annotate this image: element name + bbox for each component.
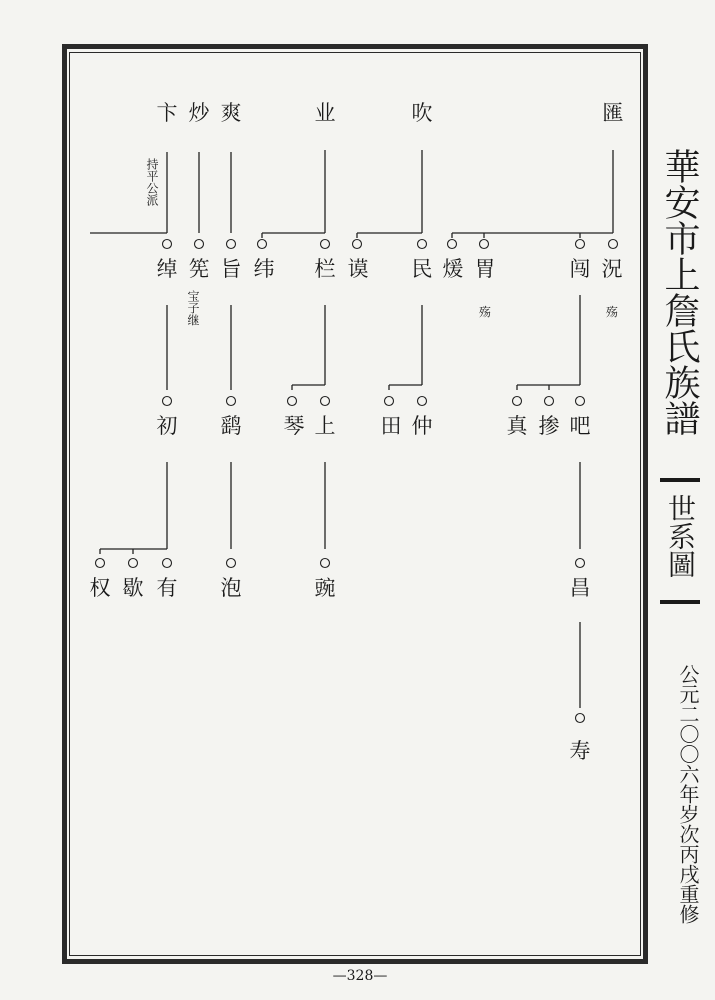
node-marker	[227, 397, 236, 406]
person-name: 有	[156, 576, 178, 600]
node-marker	[448, 240, 457, 249]
person-name: 业	[314, 101, 336, 125]
person-name: 上	[314, 414, 336, 438]
person-name: 吹	[411, 101, 433, 125]
node-markers	[96, 240, 618, 723]
person-name: 鹞	[220, 414, 242, 438]
adoption-note: 宝子继	[186, 290, 200, 326]
section-label: 世系圖	[664, 494, 697, 578]
node-marker	[321, 240, 330, 249]
person-name: 卞	[156, 101, 178, 125]
person-name: 泡	[220, 576, 242, 600]
person-name: 权	[89, 576, 111, 600]
died-young-note: 殇	[605, 305, 619, 319]
person-name: 吧	[569, 414, 591, 438]
branch-note: 持平公派	[145, 158, 159, 206]
node-marker	[227, 559, 236, 568]
died-young-note: 殇	[478, 305, 492, 319]
node-marker	[163, 240, 172, 249]
node-marker	[227, 240, 236, 249]
generation-2-names	[157, 257, 623, 281]
node-marker	[258, 240, 267, 249]
person-name: 真	[506, 414, 528, 438]
person-name: 況	[601, 257, 623, 281]
person-name: 旨	[220, 257, 242, 281]
person-name: 纬	[253, 257, 275, 281]
node-marker	[576, 559, 585, 568]
person-name: 歇	[122, 576, 144, 600]
page-number: —328—	[332, 968, 388, 984]
node-marker	[480, 240, 489, 249]
node-marker	[195, 240, 204, 249]
generation-3-names	[157, 414, 591, 438]
node-marker	[96, 559, 105, 568]
node-marker	[418, 397, 427, 406]
node-marker	[576, 240, 585, 249]
generation-5-names	[570, 739, 591, 763]
person-name: 仲	[411, 414, 433, 438]
person-name: 谟	[347, 257, 369, 281]
edition-note: 公元二〇〇六年岁次丙戌重修	[676, 664, 700, 924]
person-name: 煖	[442, 257, 464, 281]
person-name: 绰	[156, 257, 178, 281]
person-name: 初	[156, 414, 178, 438]
person-name: 民	[411, 257, 433, 281]
person-name: 闯	[569, 257, 591, 281]
person-name: 爽	[220, 101, 242, 125]
node-marker	[609, 240, 618, 249]
person-name: 栏	[314, 257, 336, 281]
person-name: 炒	[188, 101, 210, 125]
person-name: 昌	[569, 576, 591, 600]
node-marker	[163, 397, 172, 406]
node-marker	[353, 240, 362, 249]
genealogy-title: 華安市上詹氏族譜	[659, 148, 700, 436]
node-marker	[163, 559, 172, 568]
person-name: 豌	[314, 576, 336, 600]
person-name: 琴	[283, 414, 305, 438]
person-name: 田	[380, 414, 402, 438]
node-marker	[418, 240, 427, 249]
node-marker	[129, 559, 138, 568]
node-marker	[545, 397, 554, 406]
node-marker	[288, 397, 297, 406]
person-name: 掺	[538, 414, 560, 438]
generation-1-names	[157, 101, 624, 125]
person-name: 寿	[569, 739, 591, 763]
node-marker	[321, 397, 330, 406]
node-marker	[385, 397, 394, 406]
person-name: 匯	[602, 101, 624, 125]
person-name: 胃	[474, 257, 496, 281]
node-marker	[576, 397, 585, 406]
node-marker	[576, 714, 585, 723]
node-marker	[513, 397, 522, 406]
generation-4-names	[90, 576, 591, 600]
person-name: 筅	[188, 257, 210, 281]
node-marker	[321, 559, 330, 568]
